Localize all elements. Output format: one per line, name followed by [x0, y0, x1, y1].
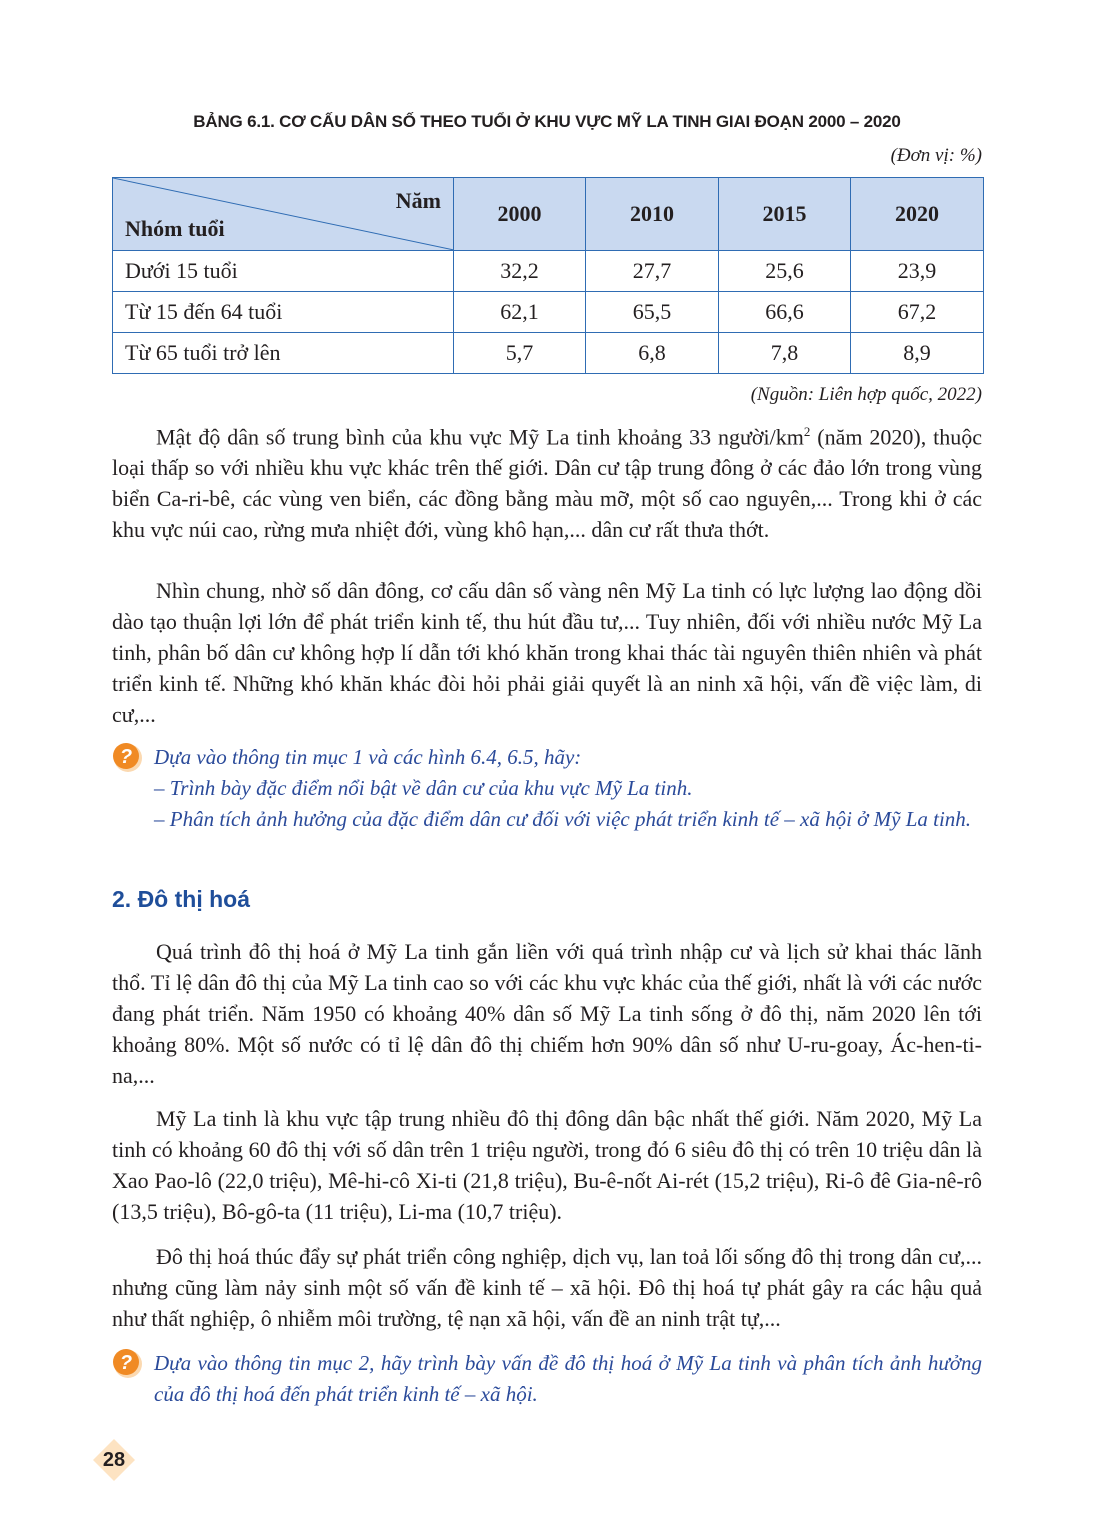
- paragraph-population-density: [112, 416, 982, 545]
- table-unit: (Đơn vị: %): [890, 145, 982, 166]
- table-cell: 27,7: [586, 251, 719, 292]
- paragraph-text: Mật độ dân số trung bình của khu vực Mỹ La tinh khoảng 33 người/km: [156, 424, 804, 450]
- paragraph-labor-force: Nhìn chung, nhờ số dân đông, cơ cấu dân số vàng nên Mỹ La tinh có lực lượng lao động dồi dào tạo thuận lợi lớn để phát triển kinh tế, thu hút đầu tư,... Tuy nhiên, đối với nhiều nước Mỹ La tinh, phân bố dân cư không hợp lí dẫn tới khó khăn trong khai thác tài nguyên thiên nhiên và phát triển kinh tế. Những khó khăn khác đòi hỏi phải giải quyết là an ninh xã hội, vấn đề việc làm, di cư,...: [112, 578, 982, 727]
- section-title: 2. Đô thị hoá: [112, 886, 250, 912]
- corner-group-label: Nhóm tuổi: [125, 216, 225, 241]
- table-cell: 6,8: [586, 333, 719, 374]
- question-mark-icon: [112, 742, 144, 774]
- paragraph-megacities: Mỹ La tinh là khu vực tập trung nhiều đô thị đông dân bậc nhất thế giới. Năm 2020, Mỹ La tinh có khoảng 60 đô thị với số dân trên 1 triệu người, trong đó 6 siêu đô thị có trên 10 triệu dân là Xao Pao-lô (22,0 triệu), Mê-hi-cô Xi-ti (21,8 triệu), Bu-ê-nốt Ai-rét (15,2 triệu), Ri-ô đê Gia-nê-rô (13,5 triệu), Bô-gô-ta (11 triệu), Li-ma (10,7 triệu).: [112, 1106, 982, 1224]
- paragraph-urbanization-effects: Đô thị hoá thúc đẩy sự phát triển công nghiệp, dịch vụ, lan toả lối sống đô thị trong dân cư,... nhưng cũng làm nảy sinh một số vấn đề kinh tế – xã hội. Đô thị hoá tự phát gây ra các hậu quả như thất nghiệp, ô nhiễm môi trường, tệ nạn xã hội, vấn đề an ninh trật tự,...: [112, 1244, 982, 1331]
- table-cell: 8,9: [851, 333, 984, 374]
- table-row: [113, 251, 984, 292]
- question-item: – Phân tích ảnh hưởng của đặc điểm dân cư đối với việc phát triển kinh tế – xã hội ở Mỹ La tinh.: [154, 807, 972, 831]
- table-row: [113, 333, 984, 374]
- table-source: (Nguồn: Liên hợp quốc, 2022): [750, 384, 982, 405]
- year-header: 2000: [454, 178, 586, 251]
- year-header: 2010: [586, 178, 719, 251]
- table-header-row: [113, 178, 984, 251]
- table-cell: 62,1: [454, 292, 586, 333]
- table-cell: 65,5: [586, 292, 719, 333]
- corner-year-label: Năm: [395, 188, 441, 213]
- age-group-name: Dưới 15 tuổi: [113, 251, 454, 292]
- paragraph-urbanization-history: Quá trình đô thị hoá ở Mỹ La tinh gắn liền với quá trình nhập cư và lịch sử khai thác lãnh thổ. Tỉ lệ dân đô thị của Mỹ La tinh cao so với các khu vực khác của thế giới, nhất là với các nước đang phát triển. Năm 1950 có khoảng 40% dân số Mỹ La tinh sống ở đô thị, năm 2020 lên tới khoảng 80%. Một số nước có tỉ lệ dân đô thị chiếm hơn 90% dân số như U-ru-goay, Ác-hen-ti-na,...: [112, 939, 982, 1088]
- table-cell: 32,2: [454, 251, 586, 292]
- table-cell: 25,6: [719, 251, 851, 292]
- year-header: 2020: [851, 178, 984, 251]
- svg-text:?: ?: [119, 1352, 133, 1374]
- question-item: – Trình bày đặc điểm nổi bật về dân cư của khu vực Mỹ La tinh.: [154, 776, 693, 800]
- age-structure-table: [112, 177, 984, 374]
- table-cell: 66,6: [719, 292, 851, 333]
- page-number-badge: [92, 1438, 136, 1482]
- table-cell: 5,7: [454, 333, 586, 374]
- table-title: BẢNG 6.1. CƠ CẤU DÂN SỐ THEO TUỔI Ở KHU VỰC MỸ LA TINH GIAI ĐOẠN 2000 – 2020: [193, 112, 901, 131]
- paragraph-text: (năm 2020), thuộc loại thấp so với nhiều khu vực khác trên thế giới. Dân cư tập trung đông ở các đảo lớn trong vùng biển Ca-ri-bê, các vùng ven biển, các đồng bằng màu mỡ, một số cao nguyên,... Trong khi ở các khu vực núi cao, rừng mưa nhiệt đới, vùng khô hạn,... dân cư rất thưa thớt.: [112, 424, 982, 543]
- question-mark-icon: [112, 1348, 144, 1380]
- svg-text:?: ?: [119, 746, 133, 768]
- table-cell: 7,8: [719, 333, 851, 374]
- question-intro: Dựa vào thông tin mục 1 và các hình 6.4, 6.5, hãy:: [154, 745, 582, 769]
- year-header: 2015: [719, 178, 851, 251]
- superscript: 2: [803, 424, 811, 439]
- table-corner-cell: [113, 178, 454, 251]
- table-row: [113, 292, 984, 333]
- table-cell: 23,9: [851, 251, 984, 292]
- page-number: 28: [102, 1449, 126, 1471]
- question-text: Dựa vào thông tin mục 2, hãy trình bày vấn đề đô thị hoá ở Mỹ La tinh và phân tích ảnh hưởng của đô thị hoá đến phát triển kinh tế – xã hội.: [154, 1351, 982, 1406]
- age-group-name: Từ 15 đến 64 tuổi: [113, 292, 454, 333]
- age-group-name: Từ 65 tuổi trở lên: [113, 333, 454, 374]
- table-cell: 67,2: [851, 292, 984, 333]
